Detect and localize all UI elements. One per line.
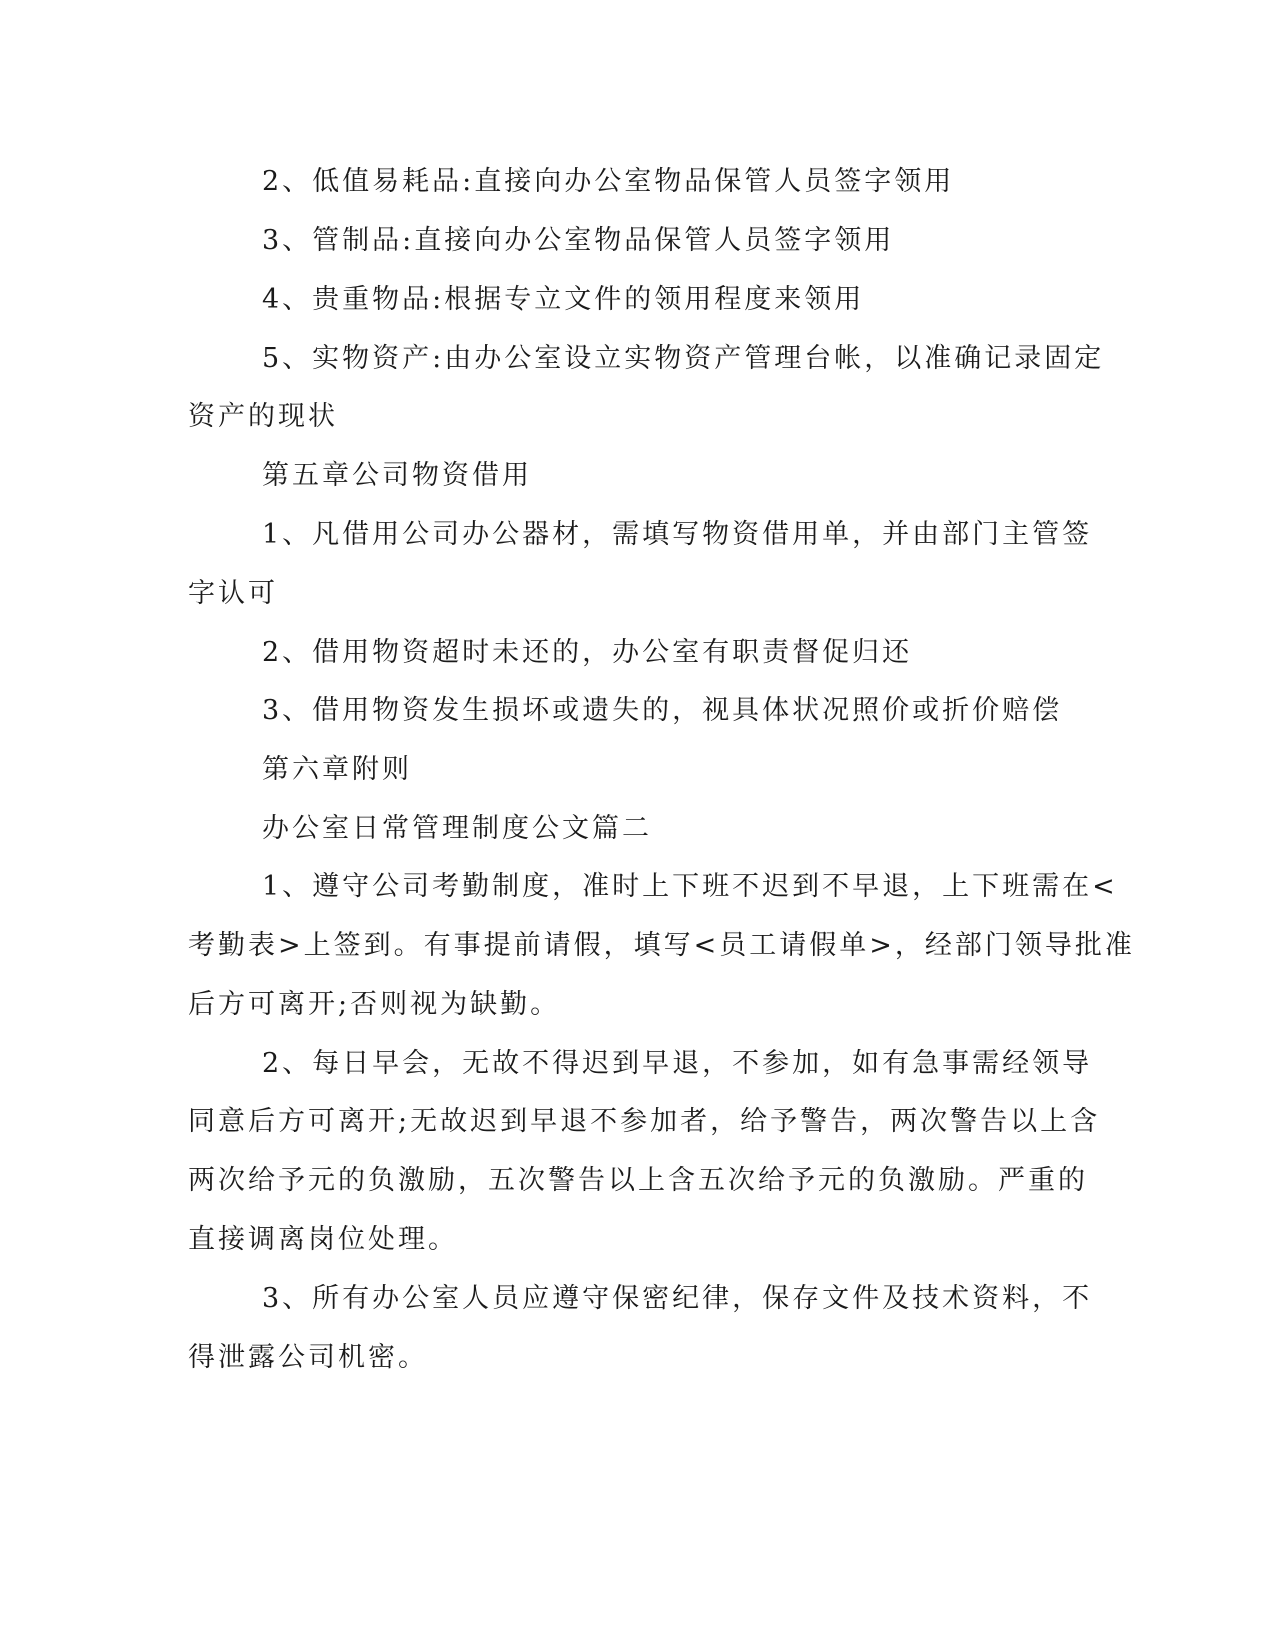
text-line: 资产的现状 <box>188 401 338 432</box>
text-line: 1、凡借用公司办公器材，需填写物资借用单，并由部门主管签 <box>262 519 1093 550</box>
text-line: 同意后方可离开;无故迟到早退不参加者，给予警告，两次警告以上含 <box>188 1106 1101 1137</box>
chapter-heading: 第六章附则 <box>262 754 412 785</box>
text-line: 3、借用物资发生损坏或遗失的，视具体状况照价或折价赔偿 <box>262 695 1063 726</box>
text-line: 2、借用物资超时未还的，办公室有职责督促归还 <box>262 637 913 668</box>
text-line: 2、低值易耗品:直接向办公室物品保管人员签字领用 <box>262 166 955 197</box>
text-line: 得泄露公司机密。 <box>188 1342 428 1373</box>
text-line: 3、管制品:直接向办公室物品保管人员签字领用 <box>262 225 895 256</box>
text-line: 字认可 <box>188 578 278 609</box>
text-line: 1、遵守公司考勤制度，准时上下班不迟到不早退，上下班需在< <box>262 871 1118 902</box>
text-line: 5、实物资产:由办公室设立实物资产管理台帐，以准确记录固定 <box>262 343 1105 374</box>
chapter-heading: 第五章公司物资借用 <box>262 460 532 491</box>
text-line: 4、贵重物品:根据专立文件的领用程度来领用 <box>262 284 865 315</box>
text-line: 两次给予元的负激励，五次警告以上含五次给予元的负激励。严重的 <box>188 1165 1088 1196</box>
text-line: 后方可离开;否则视为缺勤。 <box>188 989 561 1020</box>
section-heading: 办公室日常管理制度公文篇二 <box>262 813 652 844</box>
text-line: 直接调离岗位处理。 <box>188 1224 458 1255</box>
text-line: 考勤表>上签到。有事提前请假，填写<员工请假单>，经部门领导批准 <box>188 930 1135 961</box>
text-line: 3、所有办公室人员应遵守保密纪律，保存文件及技术资料，不 <box>262 1283 1093 1314</box>
text-line: 2、每日早会，无故不得迟到早退，不参加，如有急事需经领导 <box>262 1048 1093 1079</box>
